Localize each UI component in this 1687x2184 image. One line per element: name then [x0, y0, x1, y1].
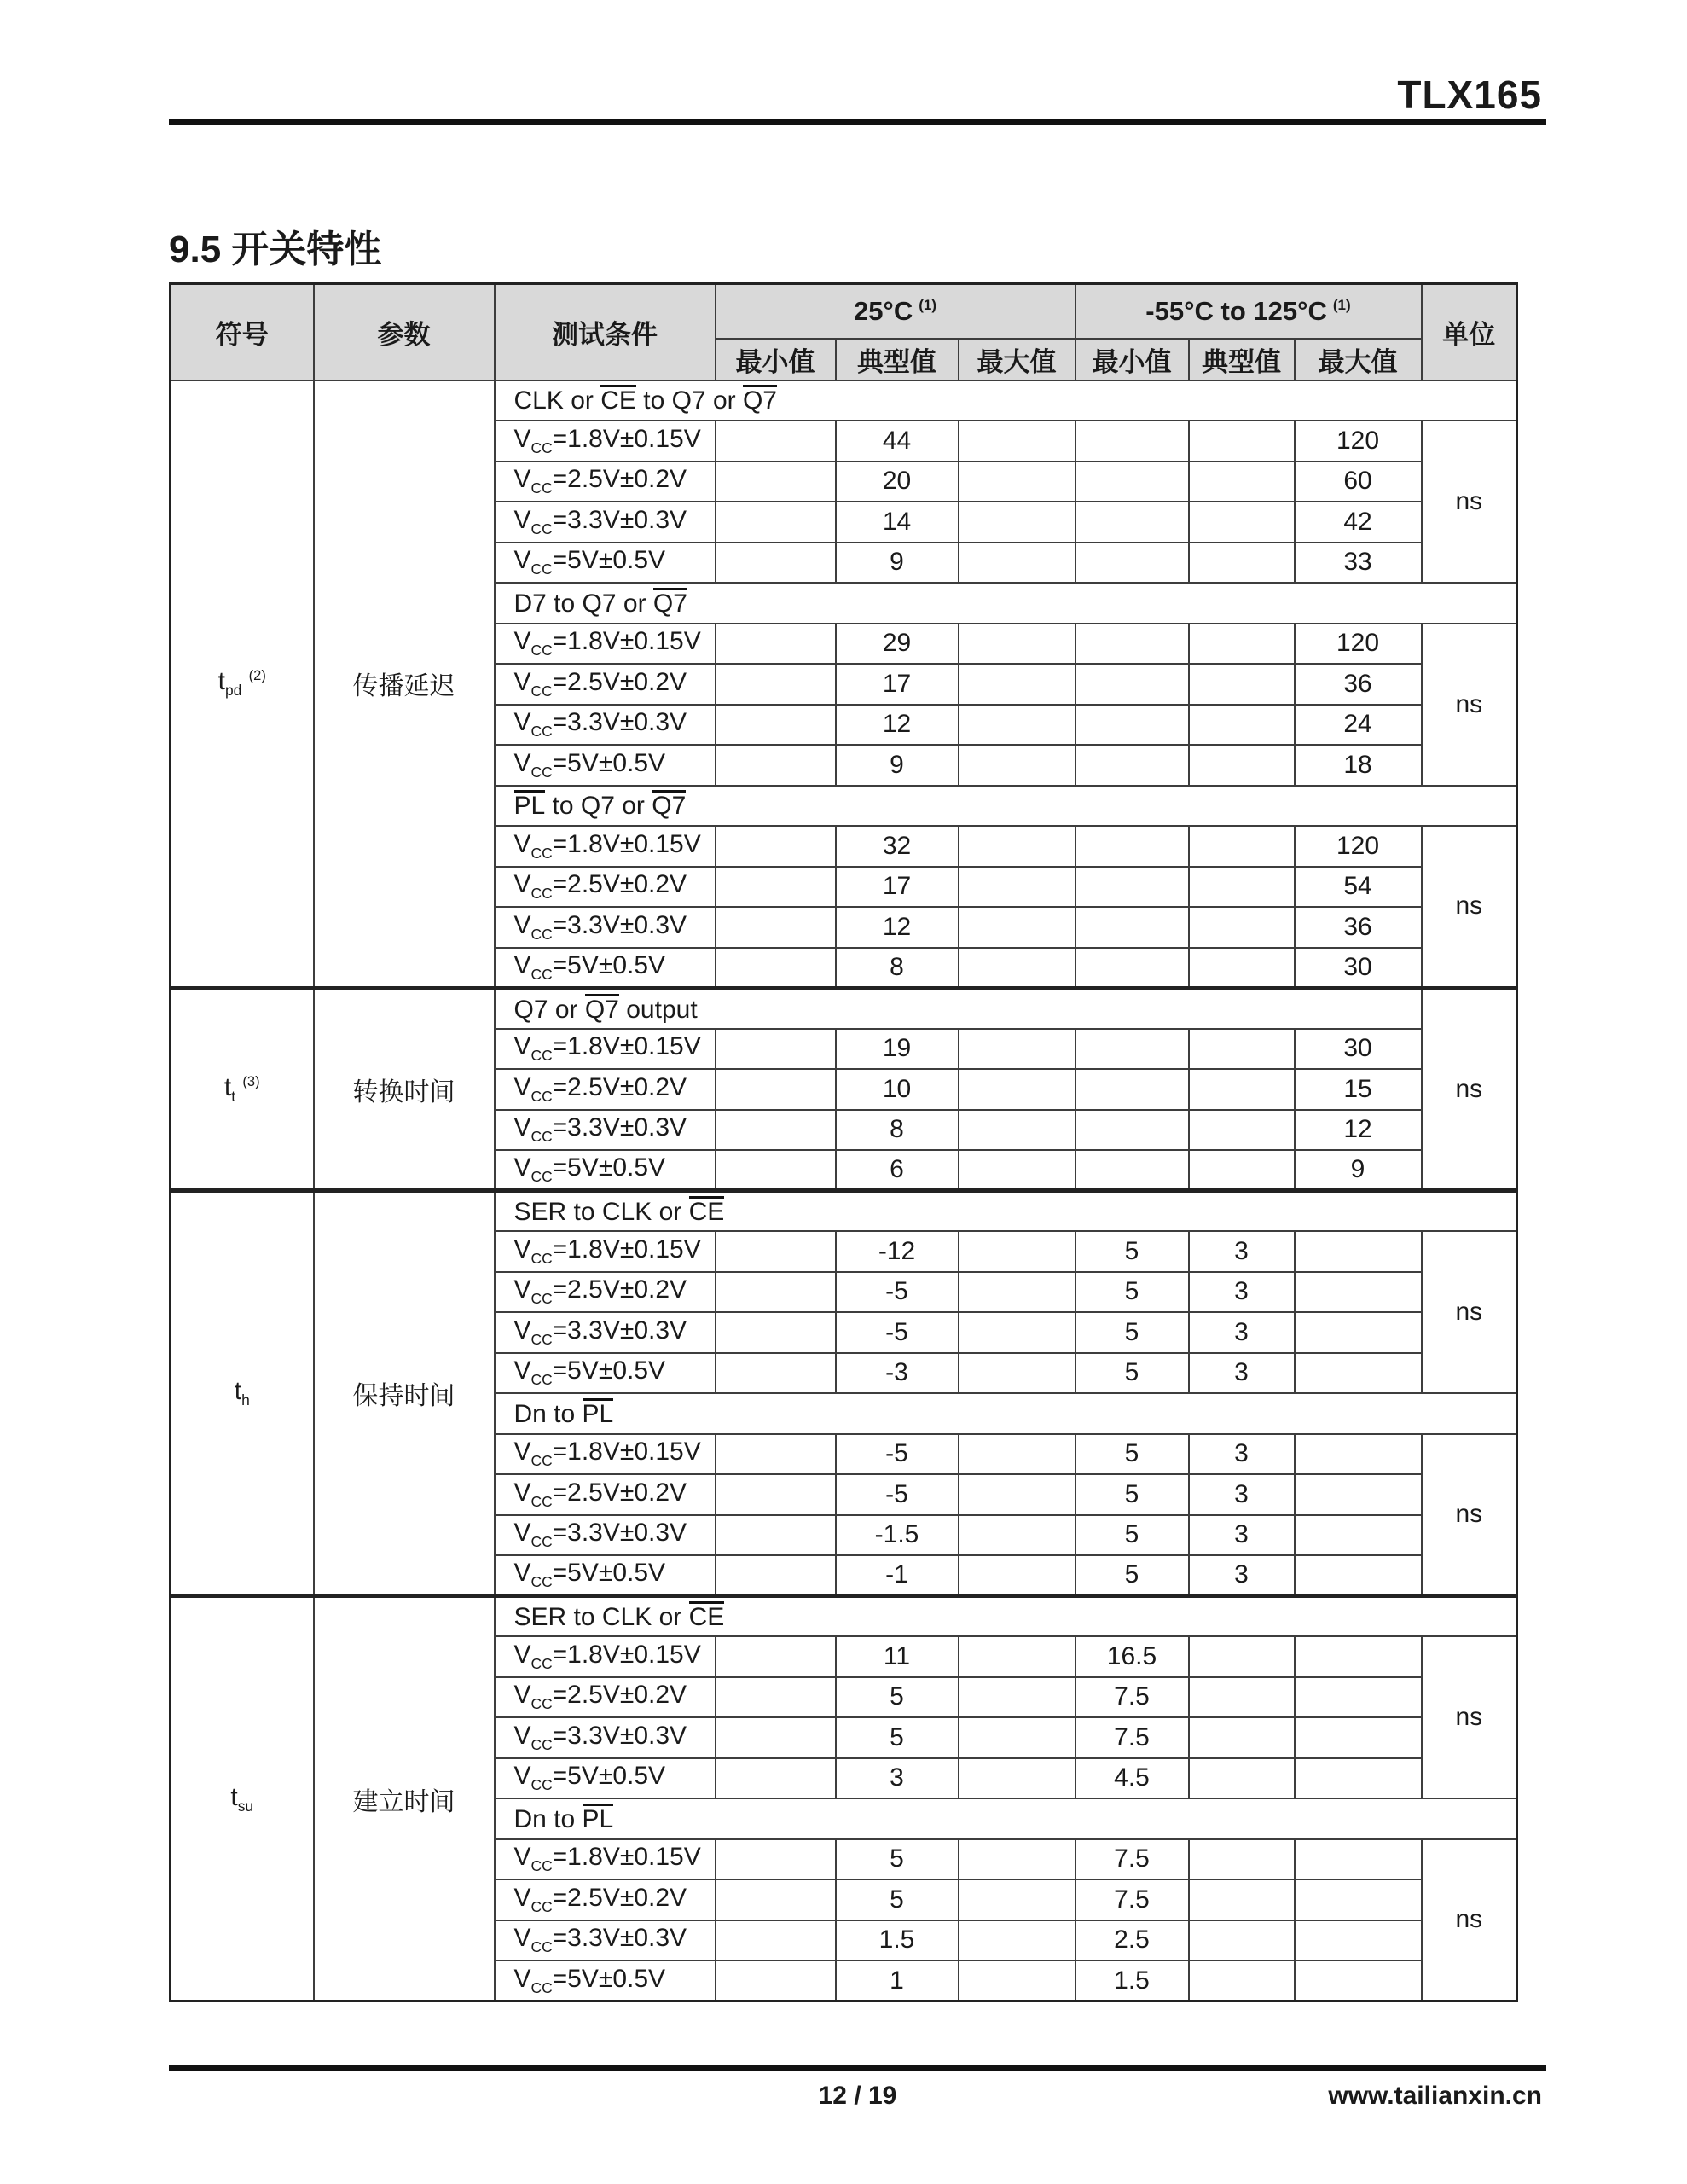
col-header-min-range: 最小值: [1075, 339, 1189, 380]
value-cell: [959, 1231, 1075, 1272]
value-cell: 3: [1189, 1231, 1295, 1272]
value-cell: [959, 1029, 1075, 1070]
value-cell: [1295, 1879, 1422, 1920]
value-cell: [1189, 1758, 1295, 1799]
value-cell: 30: [1295, 948, 1422, 989]
value-cell: [1295, 1960, 1422, 2001]
unit-cell: ns: [1422, 1434, 1517, 1596]
value-cell: [959, 745, 1075, 786]
value-cell: 30: [1295, 1029, 1422, 1070]
condition-cell: $V_{CC}=1.8V\pm 0.15V$: [495, 421, 716, 462]
value-cell: 3: [1189, 1272, 1295, 1313]
value-cell: [1189, 867, 1295, 908]
col-header-max-25c: 最大值: [959, 339, 1075, 380]
value-cell: [959, 1434, 1075, 1475]
value-cell: 44: [836, 421, 959, 462]
value-cell: 54: [1295, 867, 1422, 908]
value-cell: [1189, 745, 1295, 786]
condition-cell: $V_{CC}=1.8V\pm 0.15V$: [495, 826, 716, 867]
value-cell: [1075, 1150, 1189, 1191]
value-cell: [959, 1636, 1075, 1677]
value-cell: 120: [1295, 421, 1422, 462]
value-cell: 5: [1075, 1434, 1189, 1475]
value-cell: [1075, 502, 1189, 543]
value-cell: 5: [1075, 1312, 1189, 1353]
value-cell: [959, 705, 1075, 746]
condition-cell: $V_{CC}=5V\pm 0.5V$: [495, 1150, 716, 1191]
value-cell: [716, 1353, 836, 1394]
parameter-cell: 保持时间: [314, 1191, 495, 1596]
condition-cell: $V_{CC}=2.5V\pm 0.2V$: [495, 1069, 716, 1110]
header-rule: [169, 119, 1546, 125]
value-cell: [1295, 1636, 1422, 1677]
value-cell: 5: [1075, 1231, 1189, 1272]
section-header-row: [171, 1191, 1517, 1232]
value-cell: [1189, 543, 1295, 584]
value-cell: [1189, 1717, 1295, 1758]
value-cell: 7.5: [1075, 1839, 1189, 1880]
value-cell: 5: [836, 1879, 959, 1920]
condition-cell: $V_{CC}=3.3V\pm 0.3V$: [495, 1515, 716, 1556]
condition-cell: $V_{CC}=3.3V\pm 0.3V$: [495, 1312, 716, 1353]
section-header-cell: CLK or CE to Q7 or Q7: [495, 380, 1517, 421]
value-cell: 42: [1295, 502, 1422, 543]
unit-cell: ns: [1422, 421, 1517, 583]
condition-cell: $V_{CC}=2.5V\pm 0.2V$: [495, 1474, 716, 1515]
value-cell: -1.5: [836, 1515, 959, 1556]
value-cell: [959, 1960, 1075, 2001]
value-cell: [1295, 1474, 1422, 1515]
value-cell: 1: [836, 1960, 959, 2001]
value-cell: [1189, 705, 1295, 746]
value-cell: 3: [1189, 1353, 1295, 1394]
value-cell: [716, 907, 836, 948]
value-cell: 5: [1075, 1474, 1189, 1515]
value-cell: [959, 1474, 1075, 1515]
col-header-min-25c: 最小值: [716, 339, 836, 380]
value-cell: 12: [1295, 1110, 1422, 1151]
footnote-marker: (1): [919, 297, 937, 314]
condition-cell: $V_{CC}=2.5V\pm 0.2V$: [495, 1272, 716, 1313]
value-cell: [959, 1069, 1075, 1110]
value-cell: 4.5: [1075, 1758, 1189, 1799]
value-cell: [959, 502, 1075, 543]
value-cell: [959, 1515, 1075, 1556]
value-cell: [716, 502, 836, 543]
value-cell: [1075, 1029, 1189, 1070]
unit-cell: ns: [1422, 988, 1517, 1191]
value-cell: [716, 1029, 836, 1070]
symbol-cell: $t_h$: [171, 1191, 314, 1596]
value-cell: [716, 543, 836, 584]
value-cell: 7.5: [1075, 1677, 1189, 1718]
condition-cell: $V_{CC}=2.5V\pm 0.2V$: [495, 867, 716, 908]
value-cell: [716, 1636, 836, 1677]
value-cell: [1189, 1879, 1295, 1920]
value-cell: [959, 1839, 1075, 1880]
value-cell: 11: [836, 1636, 959, 1677]
section-title: 9.5 开关特性: [169, 229, 382, 270]
value-cell: [959, 1312, 1075, 1353]
value-cell: -12: [836, 1231, 959, 1272]
condition-cell: $V_{CC}=3.3V\pm 0.3V$: [495, 1110, 716, 1151]
condition-cell: $V_{CC}=3.3V\pm 0.3V$: [495, 705, 716, 746]
unit-cell: ns: [1422, 826, 1517, 988]
value-cell: 12: [836, 907, 959, 948]
symbol-cell: $t_t$ $^{(3)}$: [171, 988, 314, 1191]
value-cell: [959, 826, 1075, 867]
value-cell: [1189, 826, 1295, 867]
value-cell: [716, 1920, 836, 1961]
value-cell: [1295, 1312, 1422, 1353]
value-cell: [959, 1879, 1075, 1920]
page-number: 12 / 19: [818, 2082, 897, 2110]
value-cell: [1075, 624, 1189, 665]
value-cell: [716, 948, 836, 989]
value-cell: 5: [836, 1717, 959, 1758]
value-cell: 32: [836, 826, 959, 867]
value-cell: [716, 826, 836, 867]
condition-cell: $V_{CC}=1.8V\pm 0.15V$: [495, 1839, 716, 1880]
header-row-groups: [171, 284, 1517, 339]
value-cell: [959, 1758, 1075, 1799]
value-cell: [1189, 462, 1295, 502]
value-cell: [959, 1717, 1075, 1758]
col-header-temp-range: [1075, 284, 1422, 339]
unit-cell: ns: [1422, 1636, 1517, 1798]
value-cell: [1189, 1677, 1295, 1718]
value-cell: 19: [836, 1029, 959, 1070]
value-cell: [959, 1353, 1075, 1394]
value-cell: 12: [836, 705, 959, 746]
value-cell: [1295, 1231, 1422, 1272]
section-header-cell: Dn to PL: [495, 1393, 1517, 1434]
section-header-cell: D7 to Q7 or Q7: [495, 583, 1517, 624]
value-cell: 120: [1295, 826, 1422, 867]
value-cell: [716, 705, 836, 746]
condition-cell: $V_{CC}=2.5V\pm 0.2V$: [495, 462, 716, 502]
value-cell: [1075, 1110, 1189, 1151]
value-cell: [1075, 421, 1189, 462]
value-cell: [716, 1717, 836, 1758]
value-cell: 3: [1189, 1555, 1295, 1596]
value-cell: 29: [836, 624, 959, 665]
value-cell: [959, 907, 1075, 948]
value-cell: [716, 1474, 836, 1515]
website-text: www.tailianxin.cn: [1328, 2082, 1542, 2110]
value-cell: [716, 745, 836, 786]
section-header-cell: Q7 or Q7 output: [495, 988, 1422, 1029]
col-header-symbol: 符号: [171, 284, 314, 380]
condition-cell: $V_{CC}=5V\pm 0.5V$: [495, 1960, 716, 2001]
value-cell: [716, 1434, 836, 1475]
value-cell: [1295, 1717, 1422, 1758]
value-cell: [959, 1677, 1075, 1718]
section-header-row: [171, 1596, 1517, 1637]
value-cell: [959, 867, 1075, 908]
value-cell: [1189, 1960, 1295, 2001]
value-cell: [959, 664, 1075, 705]
value-cell: [1189, 1636, 1295, 1677]
value-cell: [1075, 867, 1189, 908]
col-header-max-range: 最大值: [1295, 339, 1422, 380]
value-cell: [716, 1231, 836, 1272]
value-cell: [1189, 664, 1295, 705]
condition-cell: $V_{CC}=3.3V\pm 0.3V$: [495, 502, 716, 543]
value-cell: [1075, 705, 1189, 746]
value-cell: [1075, 948, 1189, 989]
value-cell: [1189, 907, 1295, 948]
temp-range-label: -55°C to 125°C: [1145, 295, 1327, 326]
col-header-typ-range: 典型值: [1189, 339, 1295, 380]
value-cell: 7.5: [1075, 1717, 1189, 1758]
condition-cell: $V_{CC}=5V\pm 0.5V$: [495, 745, 716, 786]
value-cell: [716, 1879, 836, 1920]
value-cell: 9: [1295, 1150, 1422, 1191]
unit-cell: ns: [1422, 1839, 1517, 2001]
value-cell: 5: [1075, 1555, 1189, 1596]
value-cell: [1295, 1758, 1422, 1799]
value-cell: [716, 664, 836, 705]
value-cell: 9: [836, 543, 959, 584]
value-cell: [1075, 664, 1189, 705]
value-cell: 5: [836, 1677, 959, 1718]
condition-cell: $V_{CC}=5V\pm 0.5V$: [495, 1758, 716, 1799]
value-cell: [716, 1758, 836, 1799]
value-cell: [1295, 1839, 1422, 1880]
value-cell: [716, 624, 836, 665]
value-cell: 24: [1295, 705, 1422, 746]
parameter-cell: 传播延迟: [314, 380, 495, 989]
value-cell: 8: [836, 1110, 959, 1151]
value-cell: [716, 1960, 836, 2001]
value-cell: [959, 948, 1075, 989]
value-cell: [959, 1920, 1075, 1961]
col-header-typ-25c: 典型值: [836, 339, 959, 380]
value-cell: 16.5: [1075, 1636, 1189, 1677]
value-cell: 14: [836, 502, 959, 543]
condition-cell: $V_{CC}=5V\pm 0.5V$: [495, 1555, 716, 1596]
condition-cell: $V_{CC}=1.8V\pm 0.15V$: [495, 1636, 716, 1677]
unit-cell: ns: [1422, 1231, 1517, 1393]
value-cell: 10: [836, 1069, 959, 1110]
condition-cell: $V_{CC}=1.8V\pm 0.15V$: [495, 1029, 716, 1070]
value-cell: [716, 867, 836, 908]
value-cell: -5: [836, 1474, 959, 1515]
value-cell: 20: [836, 462, 959, 502]
value-cell: 17: [836, 867, 959, 908]
value-cell: -1: [836, 1555, 959, 1596]
condition-cell: $V_{CC}=1.8V\pm 0.15V$: [495, 1231, 716, 1272]
value-cell: [1189, 502, 1295, 543]
value-cell: 8: [836, 948, 959, 989]
footnote-marker: (1): [1332, 297, 1351, 314]
value-cell: -3: [836, 1353, 959, 1394]
col-header-unit: 单位: [1422, 284, 1517, 380]
value-cell: 18: [1295, 745, 1422, 786]
value-cell: 36: [1295, 664, 1422, 705]
condition-cell: $V_{CC}=2.5V\pm 0.2V$: [495, 664, 716, 705]
condition-cell: $V_{CC}=5V\pm 0.5V$: [495, 1353, 716, 1394]
switching-characteristics-table: [169, 282, 1518, 2002]
value-cell: [1189, 1839, 1295, 1880]
footer-rule: [169, 2065, 1546, 2071]
value-cell: [716, 1839, 836, 1880]
value-cell: [1295, 1353, 1422, 1394]
value-cell: [716, 1515, 836, 1556]
condition-cell: $V_{CC}=1.8V\pm 0.15V$: [495, 624, 716, 665]
value-cell: [1189, 1150, 1295, 1191]
value-cell: [1295, 1434, 1422, 1475]
value-cell: [716, 1555, 836, 1596]
value-cell: [1075, 907, 1189, 948]
value-cell: 2.5: [1075, 1920, 1189, 1961]
col-header-temp-25c: [716, 284, 1075, 339]
value-cell: 6: [836, 1150, 959, 1191]
value-cell: [1295, 1555, 1422, 1596]
value-cell: -5: [836, 1272, 959, 1313]
condition-cell: $V_{CC}=1.8V\pm 0.15V$: [495, 1434, 716, 1475]
value-cell: 5: [1075, 1515, 1189, 1556]
value-cell: 1.5: [1075, 1960, 1189, 2001]
col-header-parameter: 参数: [314, 284, 495, 380]
section-header-cell: Dn to PL: [495, 1798, 1517, 1839]
value-cell: 33: [1295, 543, 1422, 584]
value-cell: 36: [1295, 907, 1422, 948]
value-cell: [716, 1677, 836, 1718]
value-cell: 3: [1189, 1434, 1295, 1475]
value-cell: [1189, 1069, 1295, 1110]
condition-cell: $V_{CC}=5V\pm 0.5V$: [495, 543, 716, 584]
value-cell: [1295, 1272, 1422, 1313]
value-cell: [959, 1555, 1075, 1596]
value-cell: 3: [1189, 1312, 1295, 1353]
value-cell: [1075, 462, 1189, 502]
condition-cell: $V_{CC}=5V\pm 0.5V$: [495, 948, 716, 989]
value-cell: [716, 421, 836, 462]
value-cell: -5: [836, 1434, 959, 1475]
value-cell: 60: [1295, 462, 1422, 502]
value-cell: [1189, 1029, 1295, 1070]
value-cell: [959, 543, 1075, 584]
value-cell: [959, 462, 1075, 502]
value-cell: [1189, 948, 1295, 989]
value-cell: 17: [836, 664, 959, 705]
section-header-row: [171, 380, 1517, 421]
condition-cell: $V_{CC}=3.3V\pm 0.3V$: [495, 1920, 716, 1961]
value-cell: [1075, 826, 1189, 867]
value-cell: [1295, 1920, 1422, 1961]
value-cell: [1189, 624, 1295, 665]
condition-cell: $V_{CC}=3.3V\pm 0.3V$: [495, 1717, 716, 1758]
document-title: TLX165: [1397, 73, 1542, 117]
symbol-cell: $t_{pd}$ $^{(2)}$: [171, 380, 314, 989]
value-cell: [959, 624, 1075, 665]
value-cell: [716, 1272, 836, 1313]
value-cell: [716, 1150, 836, 1191]
value-cell: 1.5: [836, 1920, 959, 1961]
value-cell: [716, 1069, 836, 1110]
section-header-row: [171, 988, 1517, 1029]
condition-cell: $V_{CC}=2.5V\pm 0.2V$: [495, 1677, 716, 1718]
symbol-cell: $t_{su}$: [171, 1596, 314, 2001]
value-cell: [716, 1312, 836, 1353]
col-header-conditions: 测试条件: [495, 284, 716, 380]
value-cell: [1189, 1110, 1295, 1151]
value-cell: 5: [1075, 1353, 1189, 1394]
value-cell: [1189, 421, 1295, 462]
value-cell: [716, 462, 836, 502]
parameter-cell: 建立时间: [314, 1596, 495, 2001]
value-cell: [1295, 1677, 1422, 1718]
value-cell: 7.5: [1075, 1879, 1189, 1920]
value-cell: 3: [1189, 1474, 1295, 1515]
value-cell: 15: [1295, 1069, 1422, 1110]
condition-cell: $V_{CC}=2.5V\pm 0.2V$: [495, 1879, 716, 1920]
condition-cell: $V_{CC}=3.3V\pm 0.3V$: [495, 907, 716, 948]
parameter-cell: 转换时间: [314, 988, 495, 1191]
temp-25c-label: 25°C: [853, 295, 913, 326]
value-cell: 5: [836, 1839, 959, 1880]
value-cell: [1075, 1069, 1189, 1110]
section-header-cell: SER to CLK or CE: [495, 1191, 1517, 1232]
table-body: [171, 380, 1517, 2001]
value-cell: 5: [1075, 1272, 1189, 1313]
value-cell: [1075, 543, 1189, 584]
value-cell: [959, 1272, 1075, 1313]
value-cell: 3: [836, 1758, 959, 1799]
value-cell: [1295, 1515, 1422, 1556]
value-cell: 120: [1295, 624, 1422, 665]
value-cell: [959, 1110, 1075, 1151]
value-cell: [959, 1150, 1075, 1191]
value-cell: 3: [1189, 1515, 1295, 1556]
unit-cell: ns: [1422, 624, 1517, 786]
value-cell: 9: [836, 745, 959, 786]
value-cell: [1075, 745, 1189, 786]
section-header-cell: PL to Q7 or Q7: [495, 786, 1517, 827]
section-header-cell: SER to CLK or CE: [495, 1596, 1517, 1637]
value-cell: [959, 421, 1075, 462]
value-cell: -5: [836, 1312, 959, 1353]
value-cell: [716, 1110, 836, 1151]
value-cell: [1189, 1920, 1295, 1961]
